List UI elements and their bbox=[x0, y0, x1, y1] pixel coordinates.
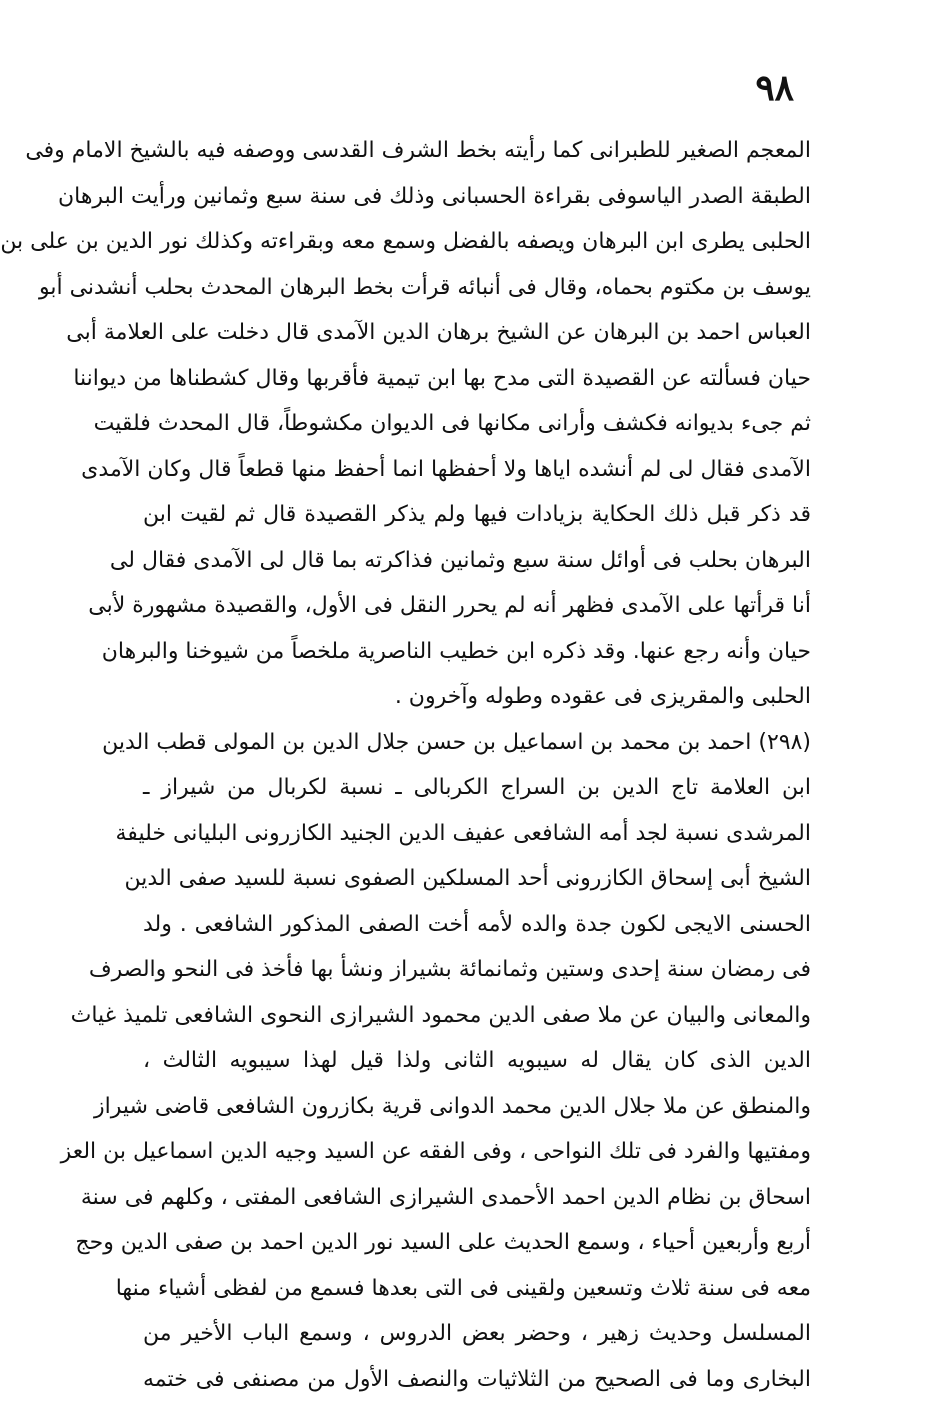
text-line: ابن العلامة تاج الدين بن السراج الكربالى ـ نسبة لكربال من شيراز ـ bbox=[143, 765, 811, 811]
text-line: والمعانى والبيان عن ملا صفى الدين محمود الشيرازى النحوى الشافعى تلميذ غياث bbox=[143, 993, 811, 1039]
text-line: البخارى وما فى الصحيح من الثلاثيات والنصف الأول من مصنفى فى ختمه bbox=[143, 1357, 811, 1402]
text-line: معه فى سنة ثلاث وتسعين ولقينى فى التى بعدها فسمع من لفظى أشياء منها bbox=[143, 1266, 811, 1312]
text-line: العباس احمد بن البرهان عن الشيخ برهان الدين الآمدى قال دخلت على العلامة أبى bbox=[143, 310, 811, 356]
body-text bbox=[143, 128, 811, 1402]
text-line: يوسف بن مكتوم بحماه، وقال فى أنبائه قرأت بخط البرهان المحدث بحلب أنشدنى أبو bbox=[143, 265, 811, 311]
text-line: الدين الذى كان يقال له سيبويه الثانى ولذا قيل لهذا سيبويه الثالث ، bbox=[143, 1038, 811, 1084]
text-line: ثم جىء بديوانه فكشف وأرانى مكانها فى الديوان مكشوطاً، قال المحدث فلقيت bbox=[143, 401, 811, 447]
text-line: الحسنى الايجى لكون جدة والده لأمه أخت الصفى المذكور الشافعى . ولد bbox=[143, 902, 811, 948]
text-line: ومفتيها والفرد فى تلك النواحى ، وفى الفقه عن السيد وجيه الدين اسماعيل بن العز bbox=[143, 1129, 811, 1175]
text-line: المعجم الصغير للطبرانى كما رأيته بخط الشرف القدسى ووصفه فيه بالشيخ الامام وفى bbox=[143, 128, 811, 174]
text-line: المسلسل وحديث زهير ، وحضر بعض الدروس ، وسمع الباب الأخير من bbox=[143, 1311, 811, 1357]
text-line: اسحاق بن نظام الدين احمد الأحمدى الشيرازى الشافعى المفتى ، وكلهم فى سنة bbox=[143, 1175, 811, 1221]
text-line: والمنطق عن ملا جلال الدين محمد الدوانى قرية بكازرون الشافعى قاضى شيراز bbox=[143, 1084, 811, 1130]
text-line: أنا قرأتها على الآمدى فظهر أنه لم يحرر النقل فى الأول، والقصيدة مشهورة لأبى bbox=[143, 583, 811, 629]
text-line: حيان فسألته عن القصيدة التى مدح بها ابن تيمية فأقربها وقال كشطناها من ديواننا bbox=[143, 356, 811, 402]
book-page bbox=[17, 0, 932, 1364]
text-line-paragraph-end: الحلبى والمقريزى فى عقوده وطوله وآخرون . bbox=[143, 674, 811, 720]
entry-298-start: (٢٩٨) احمد بن محمد بن اسماعيل بن حسن جلال الدين بن المولى قطب الدين bbox=[143, 720, 811, 766]
text-line: البرهان بحلب فى أوائل سنة سبع وثمانين فذاكرته بما قال لى الآمدى فقال لى bbox=[143, 538, 811, 584]
text-line: حيان وأنه رجع عنها. وقد ذكره ابن خطيب الناصرية ملخصاً من شيوخنا والبرهان bbox=[143, 629, 811, 675]
text-line: الحلبى يطرى ابن البرهان ويصفه بالفضل وسمع معه وبقراءته وكذلك نور الدين بن على بن bbox=[143, 219, 811, 265]
text-line: الآمدى فقال لى لم أنشده اياها ولا أحفظها انما أحفظ منها قطعاً قال وكان الآمدى bbox=[143, 447, 811, 493]
text-line: المرشدى نسبة لجد أمه الشافعى عفيف الدين الجنيد الكازرونى البليانى خليفة bbox=[143, 811, 811, 857]
text-line: الشيخ أبى إسحاق الكازرونى أحد المسلكين الصفوى نسبة للسيد صفى الدين bbox=[143, 856, 811, 902]
text-line: قد ذكر قبل ذلك الحكاية بزيادات فيها ولم يذكر القصيدة قال ثم لقيت ابن bbox=[143, 492, 811, 538]
page-number: ٩٨ bbox=[755, 70, 794, 106]
text-line: الطبقة الصدر الياسوفى بقراءة الحسبانى وذلك فى سنة سبع وثمانين ورأيت البرهان bbox=[143, 174, 811, 220]
text-line: فى رمضان سنة إحدى وستين وثمانمائة بشيراز ونشأ بها فأخذ فى النحو والصرف bbox=[143, 947, 811, 993]
text-line: أربع وأربعين أحياء ، وسمع الحديث على السيد نور الدين احمد بن صفى الدين وحج bbox=[143, 1220, 811, 1266]
